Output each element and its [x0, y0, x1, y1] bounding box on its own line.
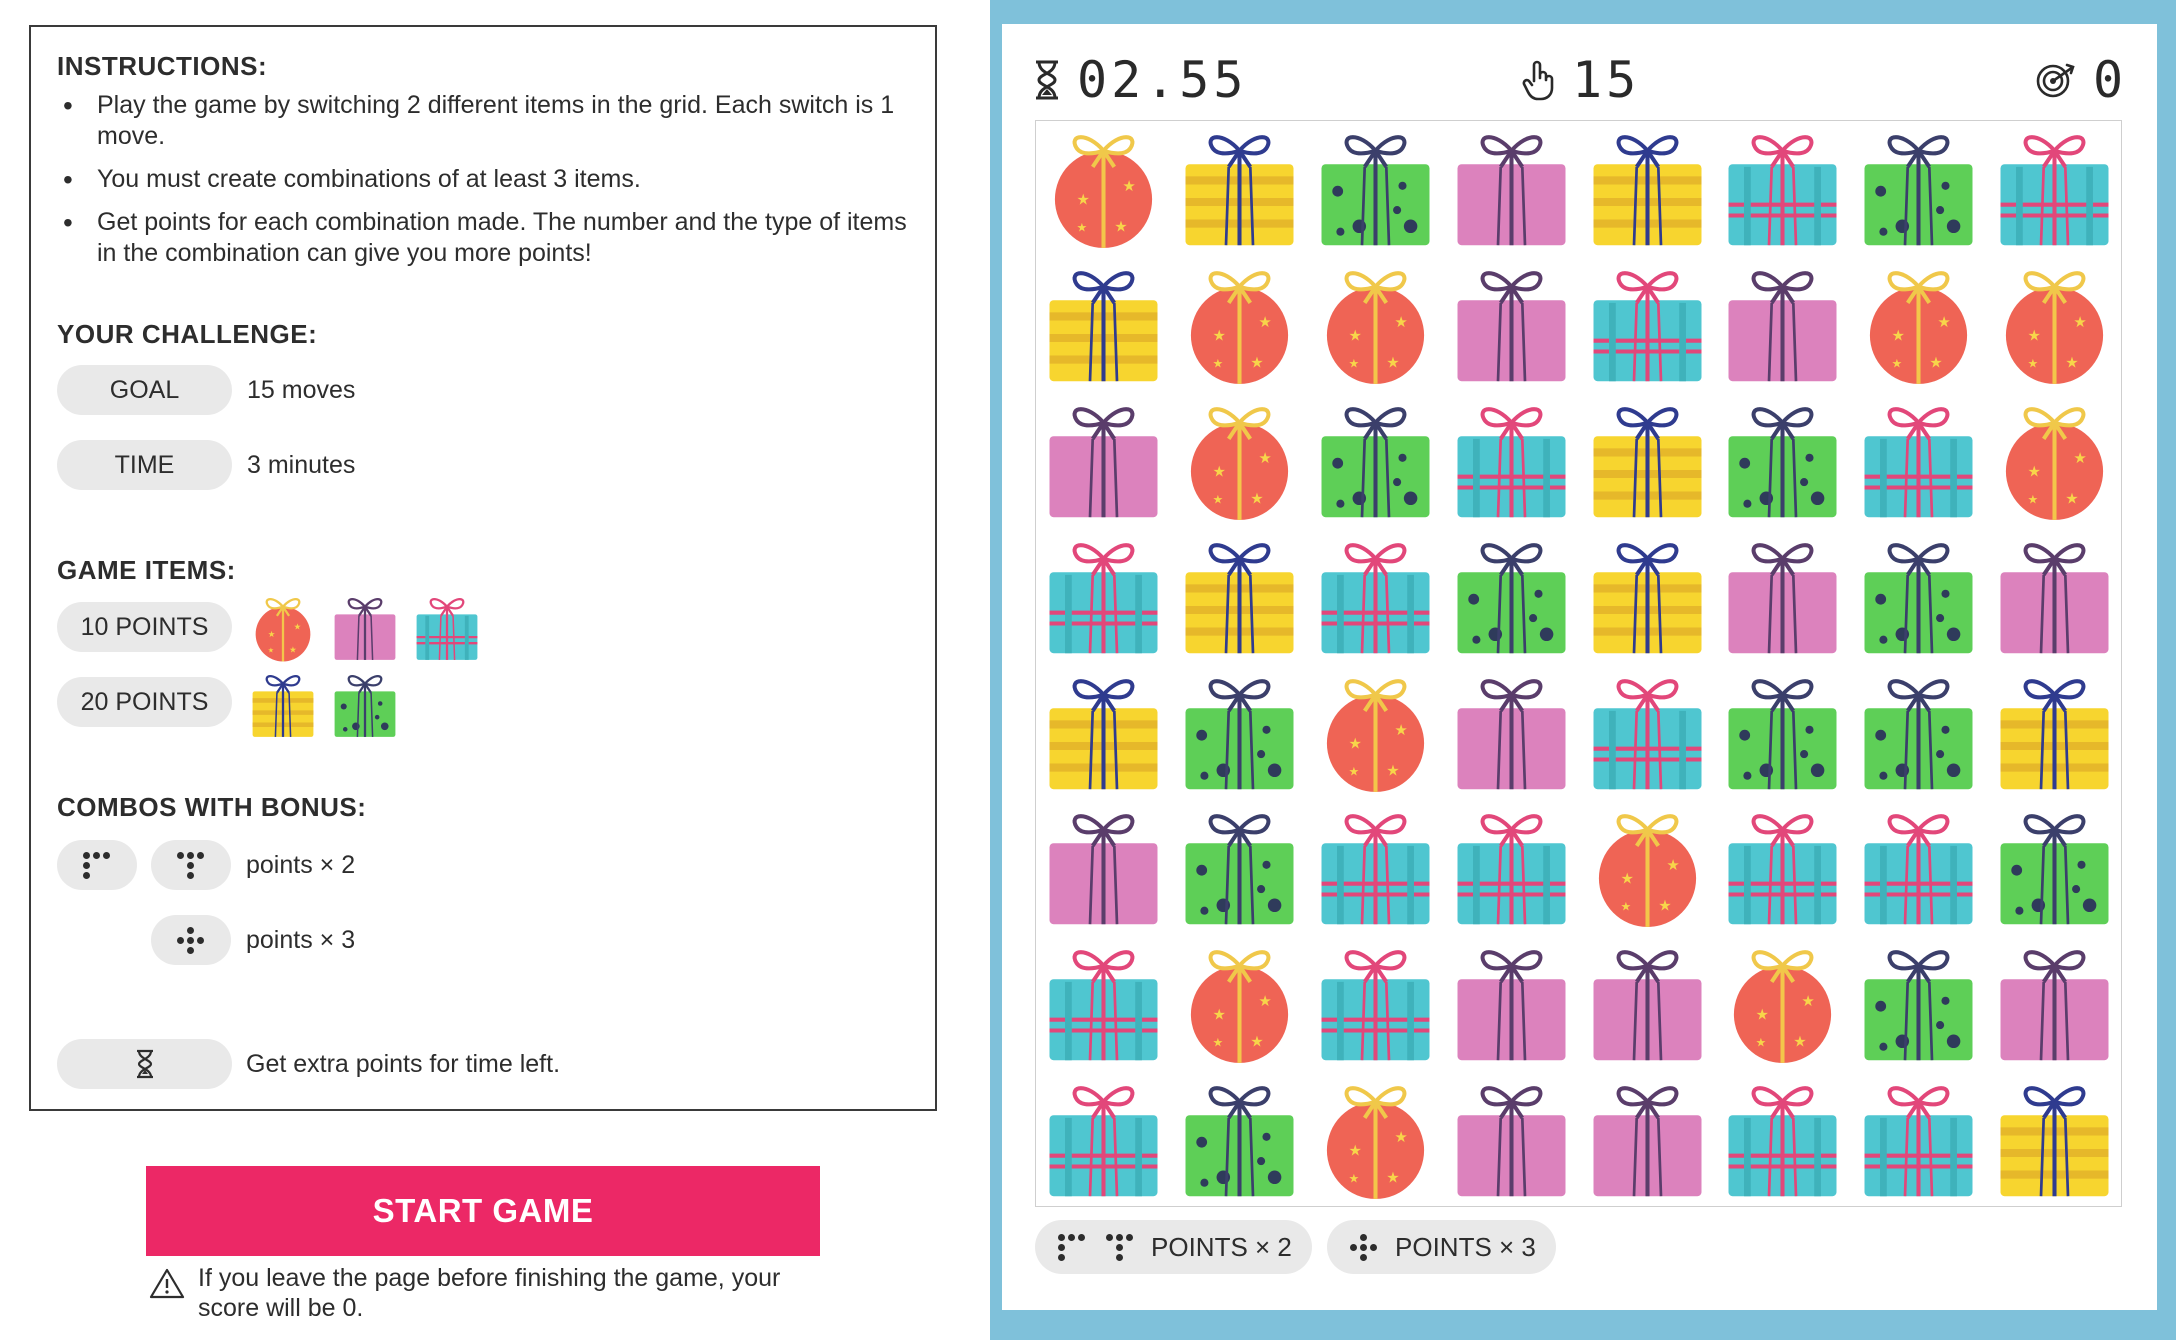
- board-cell-pink-gift-icon[interactable]: [1987, 936, 2122, 1071]
- legend-x2: [1035, 1220, 1312, 1274]
- combo-cross-shape: [151, 915, 231, 965]
- svg-text:★: ★: [1394, 722, 1408, 739]
- svg-text:★: ★: [1114, 219, 1128, 236]
- combo-t-shape: [151, 840, 231, 890]
- svg-text:★: ★: [1348, 328, 1362, 345]
- moves-value: 15: [1572, 51, 1641, 109]
- svg-text:★: ★: [1348, 1143, 1362, 1160]
- board-cell-teal-gift-icon[interactable]: [1444, 393, 1579, 528]
- instructions-panel: [29, 25, 937, 1111]
- board-cell-pink-gift-icon[interactable]: [1036, 393, 1171, 528]
- l-shape-combo-icon: [80, 848, 114, 882]
- board-cell-green-gift-icon[interactable]: [1851, 121, 1986, 256]
- combos-heading: COMBOS WITH BONUS:: [57, 792, 367, 822]
- svg-text:★: ★: [1250, 355, 1264, 372]
- svg-text:★: ★: [1212, 356, 1224, 371]
- svg-text:★: ★: [1258, 994, 1272, 1011]
- svg-text:★: ★: [1394, 315, 1408, 332]
- score-value: 0: [2093, 51, 2128, 109]
- svg-text:★: ★: [1250, 491, 1264, 508]
- time-value: 3 minutes: [247, 451, 356, 479]
- svg-text:★: ★: [1076, 192, 1090, 209]
- board-cell-teal-gift-icon[interactable]: [1580, 665, 1715, 800]
- tier1-items: [245, 590, 485, 666]
- board-cell-pink-gift-icon[interactable]: [1580, 936, 1715, 1071]
- board-cell-pink-gift-icon[interactable]: [1580, 1072, 1715, 1207]
- board-cell-yellow-gift-icon[interactable]: [1987, 1072, 2122, 1207]
- cross-combo-icon: [1347, 1230, 1381, 1264]
- cross-combo-icon: [174, 923, 208, 957]
- board-cell-teal-gift-icon[interactable]: [1851, 1072, 1986, 1207]
- svg-text:★: ★: [1258, 450, 1272, 467]
- svg-text:★: ★: [1212, 464, 1226, 481]
- l-shape-combo-icon: [1055, 1230, 1089, 1264]
- timer-value: 02.55: [1077, 51, 1248, 109]
- board-cell-teal-gift-icon[interactable]: [1715, 1072, 1850, 1207]
- svg-text:★: ★: [1386, 355, 1400, 372]
- svg-text:★: ★: [2027, 492, 2039, 507]
- board-cell-green-gift-icon[interactable]: [1715, 393, 1850, 528]
- svg-text:★: ★: [1755, 1035, 1767, 1050]
- svg-text:★: ★: [1076, 220, 1088, 235]
- svg-text:★: ★: [2065, 355, 2079, 372]
- svg-text:★: ★: [1937, 315, 1951, 332]
- board-cell-teal-gift-icon[interactable]: [1580, 257, 1715, 392]
- svg-text:★: ★: [1348, 1171, 1360, 1186]
- yellow-gift-icon: [245, 667, 321, 743]
- svg-text:★: ★: [1394, 1130, 1408, 1147]
- svg-text:★: ★: [1891, 356, 1903, 371]
- legend-x3-text: POINTS × 3: [1395, 1231, 1536, 1262]
- t-shape-combo-icon: [1103, 1230, 1137, 1264]
- teal-gift-icon: [409, 590, 485, 666]
- svg-text:★: ★: [1929, 355, 1943, 372]
- board-cell-pink-gift-icon[interactable]: [1987, 529, 2122, 664]
- board-cell-green-gift-icon[interactable]: [1172, 800, 1307, 935]
- goal-value: 15 moves: [247, 376, 356, 404]
- svg-text:★: ★: [1212, 1007, 1226, 1024]
- svg-text:★: ★: [2073, 315, 2087, 332]
- green-gift-icon: [327, 667, 403, 743]
- score-display: [2035, 51, 2128, 109]
- board-cell-teal-gift-icon[interactable]: [1036, 1072, 1171, 1207]
- svg-text:★: ★: [1386, 763, 1400, 780]
- start-game-button[interactable]: START GAME: [146, 1166, 820, 1256]
- pink-gift-icon: [327, 590, 403, 666]
- board-cell-green-gift-icon[interactable]: [1851, 529, 1986, 664]
- svg-text:★: ★: [2065, 491, 2079, 508]
- svg-text:★: ★: [1620, 900, 1631, 915]
- board-cell-green-gift-icon[interactable]: [1444, 529, 1579, 664]
- board-cell-teal-gift-icon[interactable]: [1987, 121, 2122, 256]
- moves-display: [1522, 51, 1641, 109]
- board-cell-teal-gift-icon[interactable]: [1036, 529, 1171, 664]
- legend-x3: [1327, 1220, 1556, 1274]
- board-cell-pink-gift-icon[interactable]: [1036, 800, 1171, 935]
- game-board: [1035, 120, 2122, 1207]
- game-items-heading: GAME ITEMS:: [57, 555, 236, 585]
- board-cell-ornament-icon[interactable]: [1987, 257, 2122, 392]
- board-cell-yellow-gift-icon[interactable]: [1580, 121, 1715, 256]
- board-cell-yellow-gift-icon[interactable]: [1036, 257, 1171, 392]
- board-cell-green-gift-icon[interactable]: [1987, 800, 2122, 935]
- time-bonus-text: Get extra points for time left.: [246, 1050, 561, 1078]
- combo-x2-text: points × 2: [246, 851, 356, 879]
- instructions-heading: INSTRUCTIONS:: [57, 51, 268, 81]
- board-cell-ornament-icon[interactable]: [1308, 257, 1443, 392]
- instruction-item: • You must create combinations of at least 3 items.: [57, 164, 917, 195]
- board-cell-ornament-icon[interactable]: [1172, 393, 1307, 528]
- board-cell-teal-gift-icon[interactable]: [1851, 393, 1986, 528]
- svg-text:★: ★: [1657, 899, 1672, 916]
- warning-icon: [149, 1267, 185, 1299]
- board-cell-green-gift-icon[interactable]: [1172, 665, 1307, 800]
- svg-text:★: ★: [1665, 858, 1680, 875]
- svg-text:★: ★: [2073, 450, 2087, 467]
- instruction-item: • Get points for each combination made. The number and the type of items in the combination can give you more points!: [57, 207, 917, 269]
- svg-text:★: ★: [1250, 1034, 1264, 1051]
- svg-text:★: ★: [2027, 328, 2041, 345]
- board-cell-teal-gift-icon[interactable]: [1308, 936, 1443, 1071]
- board-cell-ornament-icon[interactable]: [1036, 121, 1171, 256]
- board-cell-ornament-icon[interactable]: [1172, 936, 1307, 1071]
- svg-text:★: ★: [1348, 356, 1360, 371]
- board-cell-ornament-icon[interactable]: [1172, 257, 1307, 392]
- goal-pill: GOAL: [57, 365, 232, 415]
- warning-text: If you leave the page before finishing the game, your score will be 0.: [198, 1264, 781, 1322]
- board-cell-ornament-icon[interactable]: [1308, 665, 1443, 800]
- board-cell-pink-gift-icon[interactable]: [1444, 121, 1579, 256]
- board-cell-teal-gift-icon[interactable]: [1308, 529, 1443, 664]
- hourglass-icon: [134, 1049, 156, 1079]
- board-cell-yellow-gift-icon[interactable]: [1172, 529, 1307, 664]
- board-cell-pink-gift-icon[interactable]: [1715, 529, 1850, 664]
- time-bonus-pill: [57, 1039, 232, 1089]
- time-pill: TIME: [57, 440, 232, 490]
- svg-text:★: ★: [2027, 464, 2041, 481]
- legend-x2-text: POINTS × 2: [1151, 1231, 1292, 1262]
- board-cell-pink-gift-icon[interactable]: [1444, 665, 1579, 800]
- svg-text:★: ★: [1620, 872, 1634, 889]
- svg-text:★: ★: [293, 621, 302, 632]
- board-cell-yellow-gift-icon[interactable]: [1987, 665, 2122, 800]
- svg-text:★: ★: [1212, 492, 1224, 507]
- leave-warning: [146, 1263, 826, 1323]
- svg-text:★: ★: [1212, 1035, 1224, 1050]
- board-cell-teal-gift-icon[interactable]: [1308, 800, 1443, 935]
- svg-text:★: ★: [1801, 994, 1816, 1011]
- timer-display: [1033, 51, 1248, 109]
- tier2-items: [245, 667, 403, 743]
- board-cell-pink-gift-icon[interactable]: [1715, 257, 1850, 392]
- board-cell-green-gift-icon[interactable]: [1715, 665, 1850, 800]
- board-cell-pink-gift-icon[interactable]: [1444, 257, 1579, 392]
- svg-text:★: ★: [1348, 764, 1360, 779]
- board-cell-pink-gift-icon[interactable]: [1444, 1072, 1579, 1207]
- svg-text:★: ★: [289, 644, 297, 655]
- board-cell-green-gift-icon[interactable]: [1851, 936, 1986, 1071]
- svg-text:★: ★: [267, 629, 276, 640]
- svg-text:★: ★: [1212, 328, 1226, 345]
- board-cell-green-gift-icon[interactable]: [1851, 665, 1986, 800]
- board-cell-ornament-icon[interactable]: [1580, 800, 1715, 935]
- board-cell-teal-gift-icon[interactable]: [1715, 800, 1850, 935]
- board-cell-teal-gift-icon[interactable]: [1444, 800, 1579, 935]
- board-cell-ornament-icon[interactable]: [1851, 257, 1986, 392]
- svg-text:★: ★: [1258, 315, 1272, 332]
- svg-text:★: ★: [2027, 356, 2039, 371]
- board-cell-teal-gift-icon[interactable]: [1036, 936, 1171, 1071]
- tier2-pill: 20 POINTS: [57, 677, 232, 727]
- instruction-item: • Play the game by switching 2 different items in the grid. Each switch is 1 move.: [57, 90, 917, 152]
- board-cell-yellow-gift-icon[interactable]: [1580, 393, 1715, 528]
- challenge-heading: YOUR CHALLENGE:: [57, 319, 318, 349]
- hourglass-icon: [1033, 59, 1061, 101]
- board-cell-ornament-icon[interactable]: [1987, 393, 2122, 528]
- board-cell-yellow-gift-icon[interactable]: [1036, 665, 1171, 800]
- hand-icon: [1522, 59, 1556, 101]
- svg-text:★: ★: [1755, 1007, 1770, 1024]
- board-cell-green-gift-icon[interactable]: [1308, 121, 1443, 256]
- svg-text:★: ★: [267, 647, 274, 655]
- board-cell-pink-gift-icon[interactable]: [1444, 936, 1579, 1071]
- instructions-list: [57, 90, 917, 281]
- svg-text:★: ★: [1348, 736, 1362, 753]
- svg-text:★: ★: [1793, 1034, 1807, 1051]
- board-cell-teal-gift-icon[interactable]: [1851, 800, 1986, 935]
- board-cell-green-gift-icon[interactable]: [1308, 393, 1443, 528]
- svg-text:★: ★: [1386, 1170, 1400, 1187]
- board-cell-ornament-icon[interactable]: [1308, 1072, 1443, 1207]
- target-icon: [2035, 59, 2077, 101]
- ornament-icon: [245, 590, 321, 666]
- tier1-pill: 10 POINTS: [57, 602, 232, 652]
- svg-text:★: ★: [1891, 328, 1906, 345]
- board-cell-green-gift-icon[interactable]: [1172, 1072, 1307, 1207]
- combo-x3-text: points × 3: [246, 926, 356, 954]
- svg-text:★: ★: [1122, 179, 1136, 196]
- combo-l-shape: [57, 840, 137, 890]
- board-cell-teal-gift-icon[interactable]: [1715, 121, 1850, 256]
- board-cell-yellow-gift-icon[interactable]: [1172, 121, 1307, 256]
- board-cell-ornament-icon[interactable]: [1715, 936, 1850, 1071]
- t-shape-combo-icon: [174, 848, 208, 882]
- board-cell-yellow-gift-icon[interactable]: [1580, 529, 1715, 664]
